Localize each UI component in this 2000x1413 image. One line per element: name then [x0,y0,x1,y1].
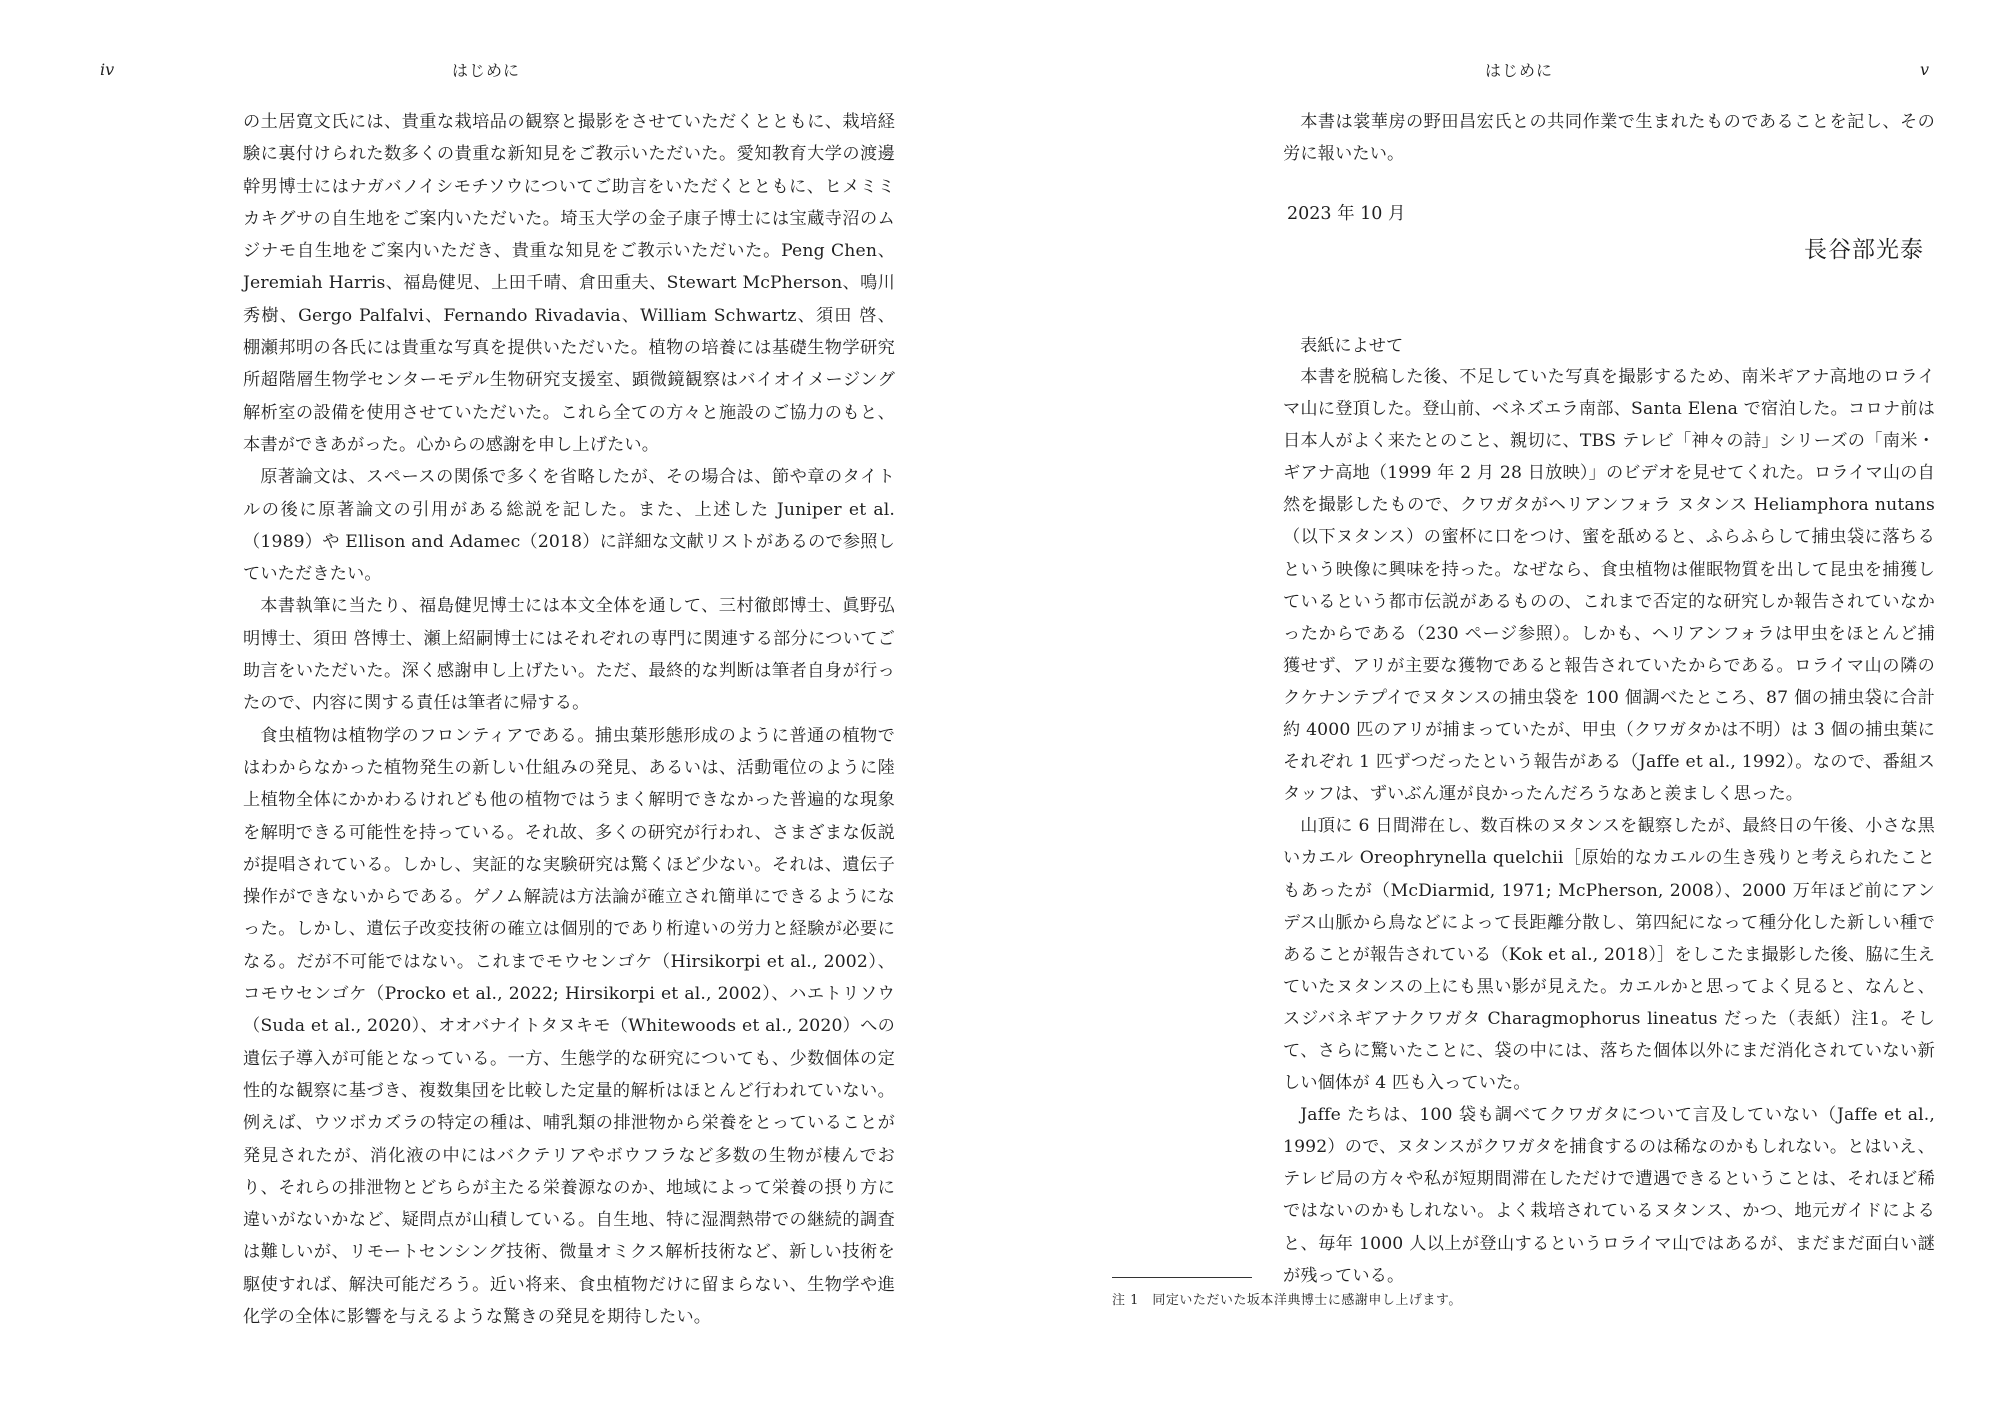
paragraph: の土居寛文氏には、貴重な栽培品の観察と撮影をさせていただくとともに、栽培経験に裏付けられた数多くの貴重な新知見をご教示いただいた。愛知教育大学の渡邊幹男博士にはナガバノイシモチソウについてご助言をいただくとともに、ヒメミミカキグサの自生地をご案内いただいた。埼玉大学の金子康子博士には宝蔵寺沼のムジナモ自生地をご案内いただき、貴重な知見をご教示いただいた。Peng Chen、Jeremiah Harris、福島健児、上田千晴、倉田重夫、Stewart McPherson、鳴川秀樹、Gergo Palfalvi、Fernando Rivadavia、William Schwartz、須田 啓、棚瀬邦明の各氏には貴重な写真を提供いただいた。植物の培養には基礎生物学研究所超階層生物学センターモデル生物研究支援室、顕微鏡観察はバイオイメージング解析室の設備を使用させていただいた。これら全ての方々と施設のご協力のもと、本書ができあがった。心からの感謝を申し上げたい。 [243,112,895,455]
date-line: 2023 年 10 月 [1287,204,1406,224]
paragraph: 本書を脱稿した後、不足していた写真を撮影するため、南米ギアナ高地のロライマ山に登頂した。登山前、ベネズエラ南部、Santa Elena で宿泊した。コロナ前は日本人がよく来たとのこと、親切に、TBS テレビ「神々の詩」シリーズの「南米・ギアナ高地（1999 年 2 月 28 日放映）」のビデオを見せてくれた。ロライマ山の自然を撮影したもので、クワガタがヘリアンフォラ ヌタンス Heliamphora nutans（以下ヌタンス）の蜜杯に口をつけ、蜜を舐めると、ふらふらして捕虫袋に落ちるという映像に興味を持った。なぜなら、食虫植物は催眠物質を出して昆虫を捕獲しているという都市伝説があるものの、これまで否定的な研究しか報告されていなかったからである（230 ページ参照）。しかも、ヘリアンフォラは甲虫をほとんど捕獲せず、アリが主要な獲物であると報告されていたからである。ロライマ山の隣のクケナンテプイでヌタンスの捕虫袋を 100 個調べたところ、87 個の捕虫袋に合計約 4000 匹のアリが捕まっていたが、甲虫（クワガタかは不明）は 3 個の捕虫葉にそれぞれ 1 匹ずつだったという報告がある（Jaffe et al., 1992）。なので、番組スタッフは、ずいぶん運が良かったんだろうなあと羨ましく思った。 [1283,367,1935,805]
page-number-left: iv [100,60,115,79]
footnote-rule [1112,1277,1252,1278]
paragraph: 食虫植物は植物学のフロンティアである。捕虫葉形態形成のように普通の植物ではわからなかった植物発生の新しい仕組みの発見、あるいは、活動電位のように陸上植物全体にかかわるけれども他の植物ではうまく解明できなかった普遍的な現象を解明できる可能性を持っている。それ故、多くの研究が行われ、さまざまな仮説が提唱されている。しかし、実証的な実験研究は驚くほど少ない。それは、遺伝子操作ができないからである。ゲノム解読は方法論が確立され簡単にできるようになった。しかし、遺伝子改変技術の確立は個別的であり桁違いの労力と経験が必要になる。だが不可能ではない。これまでモウセンゴケ（Hirsikorpi et al., 2002）、コモウセンゴケ（Procko et al., 2022; Hirsikorpi et al., 2002）、ハエトリソウ（Suda et al., 2020）、オオバナイトタヌキモ（Whitewoods et al., 2020）への遺伝子導入が可能となっている。一方、生態学的な研究についても、少数個体の定性的な観察に基づき、複数集団を比較した定量的解析はほとんど行われていない。例えば、ウツボカズラの特定の種は、哺乳類の排泄物から栄養をとっていることが発見されたが、消化液の中にはバクテリアやボウフラなど多数の生物が棲んでおり、それらの排泄物とどちらが主たる栄養源なのか、地域によって栄養の摂り方に違いがないかなど、疑問点が山積している。自生地、特に湿潤熱帯での継続的調査は難しいが、リモートセンシング技術、微量オミクス解析技術など、新しい技術を駆使すれば、解決可能だろう。近い将来、食虫植物だけに留まらない、生物学や進化学の全体に影響を与えるような驚きの発見を期待したい。 [243,725,895,1327]
cover-note-body [1283,361,1935,1292]
running-head-left: はじめに [452,61,521,80]
closing-paragraph [1283,106,1935,171]
paragraph: 本書執筆に当たり、福島健児博士には本文全体を通して、三村徹郎博士、眞野弘明博士、須田 啓博士、瀬上紹嗣博士にはそれぞれの専門に関連する部分についてご助言をいただいた。深く感謝申し上げたい。ただ、最終的な判断は筆者自身が行ったので、内容に関する責任は筆者に帰する。 [243,596,895,714]
author-signature: 長谷部光泰 [1804,237,1924,263]
paragraph: 山頂に 6 日間滞在し、数百株のヌタンスを観察したが、最終日の午後、小さな黒いカエル Oreophrynella quelchii［原始的なカエルの生き残りと考えられたこともあったが（McDiarmid, 1971; McPherson, 2008）、2000 万年ほど前にアンデス山脈から鳥などによって長距離分散し、第四紀になって種分化した新しい種であることが報告されている（Kok et al., 2018）］をしこたま撮影した後、脇に生えていたヌタンスの上にも黒い影が見えた。カエルかと思ってよく見ると、なんと、スジバネギアナクワガタ Charagmophorus lineatus だった（表紙）注1。そして、さらに驚いたことに、袋の中には、落ちた個体以外にまだ消化されていない新しい個体が 4 匹も入っていた。 [1283,816,1935,1094]
page-number-right: v [1920,60,1930,79]
acknowledgements-body [243,106,895,1333]
footnote: 注 1 同定いただいた坂本洋典博士に感謝申し上げます。 [1112,1293,1462,1308]
paragraph: 原著論文は、スペースの関係で多くを省略したが、その場合は、節や章のタイトルの後に原著論文の引用がある総説を記した。また、上述した Juniper et al.（1989）や Ellison and Adamec（2018）に詳細な文献リストがあるので参照していただきたい。 [243,467,895,585]
right-page [1000,0,2000,1413]
section-title: 表紙によせて [1300,336,1404,356]
paragraph: Jaffe たちは、100 袋も調べてクワガタについて言及していない（Jaffe et al., 1992）ので、ヌタンスがクワガタを捕食するのは稀なのかもしれない。とはいえ、テレビ局の方々や私が短期間滞在しただけで遭遇できるということは、それほど稀ではないのかもしれない。よく栽培されているヌタンス、かつ、地元ガイドによると、毎年 1000 人以上が登山するというロライマ山ではあるが、まだまだ面白い謎が残っている。 [1283,1105,1935,1286]
running-head-right: はじめに [1485,61,1554,80]
paragraph: 本書は裳華房の野田昌宏氏との共同作業で生まれたものであることを記し、その労に報いたい。 [1283,112,1935,165]
